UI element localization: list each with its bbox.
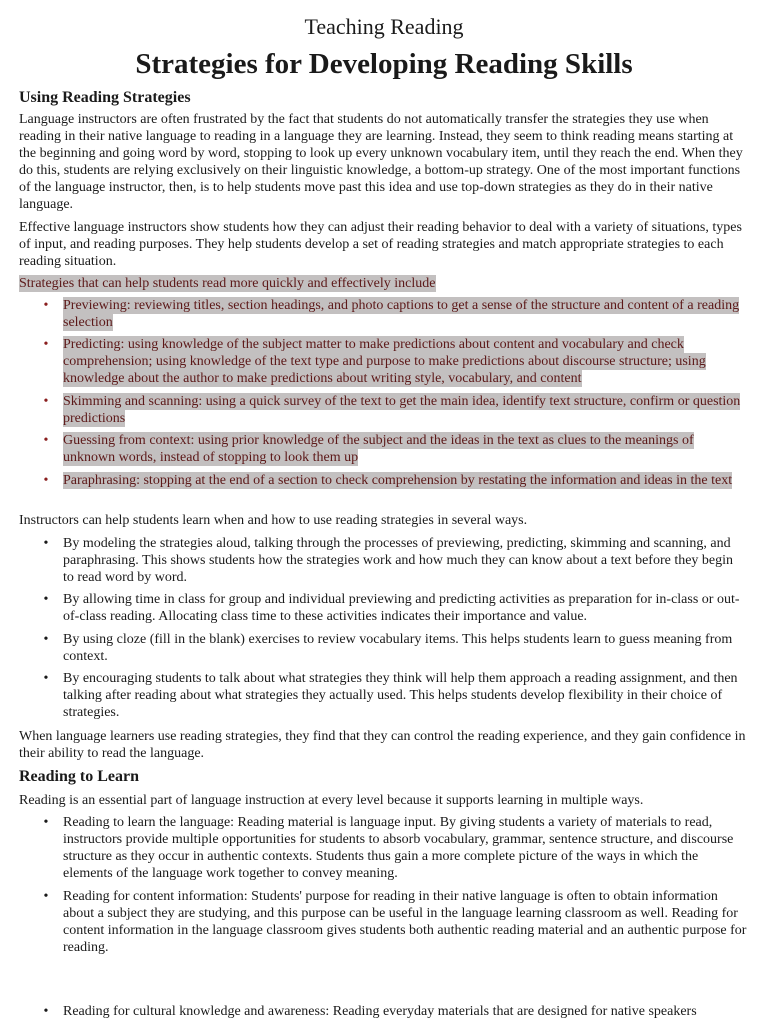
- list-item-text: Predicting: using knowledge of the subject matter to make predictions about content and vocabulary and check comprehension; using knowledge of the text type and purpose to make predictions about discourse structure; using knowledge about the author to make predictions about writing style, vocabulary, and content: [63, 337, 706, 386]
- bullet-icon: •: [43, 815, 49, 830]
- bullet-icon: •: [43, 433, 49, 448]
- bullet-icon: •: [43, 671, 49, 686]
- paragraph: Language instructors are often frustrated by the fact that students do not automatically transfer the strategies they use when reading in their native language to reading in a language they are learning. Instead, they seem to think reading means starting at the beginning and going word by word, stopping to look up every unknown vocabulary item, until they reach the end. When they do this, students are relying exclusively on their linguistic knowledge, a bottom-up strategy. One of the most important functions of the language instructor, then, is to help students move past this idea and use top-down strategies as they do in their native language.: [19, 112, 743, 212]
- list-item-text: By encouraging students to talk about what strategies they think will help them approach a reading assignment, and then talking after reading about what strategies they actually used. This helps students develop flexibility in their choice of strategies.: [63, 671, 738, 720]
- section-heading-using-strategies: Using Reading Strategies: [19, 89, 191, 106]
- list-item-text: Paraphrasing: stopping at the end of a section to check comprehension by restating the information and ideas in the text: [63, 473, 733, 488]
- bullet-icon: •: [43, 298, 49, 313]
- highlight-text: Strategies that can help students read more quickly and effectively include: [19, 276, 436, 291]
- list-item-text: By using cloze (fill in the blank) exercises to review vocabulary items. This helps students learn to guess meaning from context.: [63, 632, 733, 664]
- list-item-text: By allowing time in class for group and individual previewing and predicting activities as preparation for in-class or out-of-class reading. Allocating class time to these activities indicates their importance and value.: [63, 592, 740, 624]
- bullet-icon: •: [43, 632, 49, 647]
- list-item-text: Skimming and scanning: using a quick survey of the text to get the main idea, identify text structure, confirm or question predictions: [63, 394, 741, 426]
- paragraph: Reading is an essential part of language instruction at every level because it supports learning in multiple ways.: [19, 793, 644, 808]
- bullet-icon: •: [43, 592, 49, 607]
- list-item-text: Reading to learn the language: Reading material is language input. By giving students a variety of materials to read, instructors provide multiple opportunities for students to absorb vocabulary, grammar, sentence structure, and discourse structure as they occur in authentic contexts. Students thus gain a more complete picture of the ways in which the elements of the language work together to convey meaning.: [63, 815, 734, 881]
- bullet-icon: •: [43, 394, 49, 409]
- bullet-icon: •: [43, 889, 49, 904]
- bullet-icon: •: [43, 536, 49, 551]
- paragraph: Effective language instructors show students how they can adjust their reading behavior to deal with a variety of situations, types of input, and reading purposes. They help students develop a set of reading strategies and match appropriate strategies to each reading situation.: [19, 220, 742, 269]
- list-item-text: Reading for content information: Students' purpose for reading in their native language is often to obtain information about a subject they are studying, and this purpose can be useful in the language learning classroom as well. Reading for content information in the language classroom gives students both authentic reading material and an authentic purpose for reading.: [63, 889, 747, 955]
- list-item-text: By modeling the strategies aloud, talking through the processes of previewing, predicting, skimming and scanning, and paraphrasing. This shows students how the strategies work and how much they can know about a text before they begin to read word by word.: [63, 536, 734, 585]
- list-item-text: Previewing: reviewing titles, section headings, and photo captions to get a sense of the structure and content of a reading selection: [63, 298, 740, 330]
- section-heading-reading-to-learn: Reading to Learn: [19, 768, 139, 785]
- highlighted-intro: [19, 275, 751, 292]
- bullet-icon: •: [43, 337, 49, 352]
- bullet-icon: •: [43, 473, 49, 488]
- list-item-text: Reading for cultural knowledge and awareness: Reading everyday materials that are designed for native speakers: [63, 1004, 697, 1019]
- document-title: Strategies for Developing Reading Skills: [135, 48, 633, 80]
- paragraph: When language learners use reading strategies, they find that they can control the reading experience, and they gain confidence in their ability to read the language.: [19, 729, 746, 761]
- document-subtitle: Teaching Reading: [304, 14, 464, 39]
- paragraph: Instructors can help students learn when and how to use reading strategies in several ways.: [19, 513, 528, 528]
- bullet-icon: •: [43, 1004, 49, 1019]
- list-item-text: Guessing from context: using prior knowledge of the subject and the ideas in the text as clues to the meanings of unknown words, instead of stopping to look them up: [63, 433, 694, 465]
